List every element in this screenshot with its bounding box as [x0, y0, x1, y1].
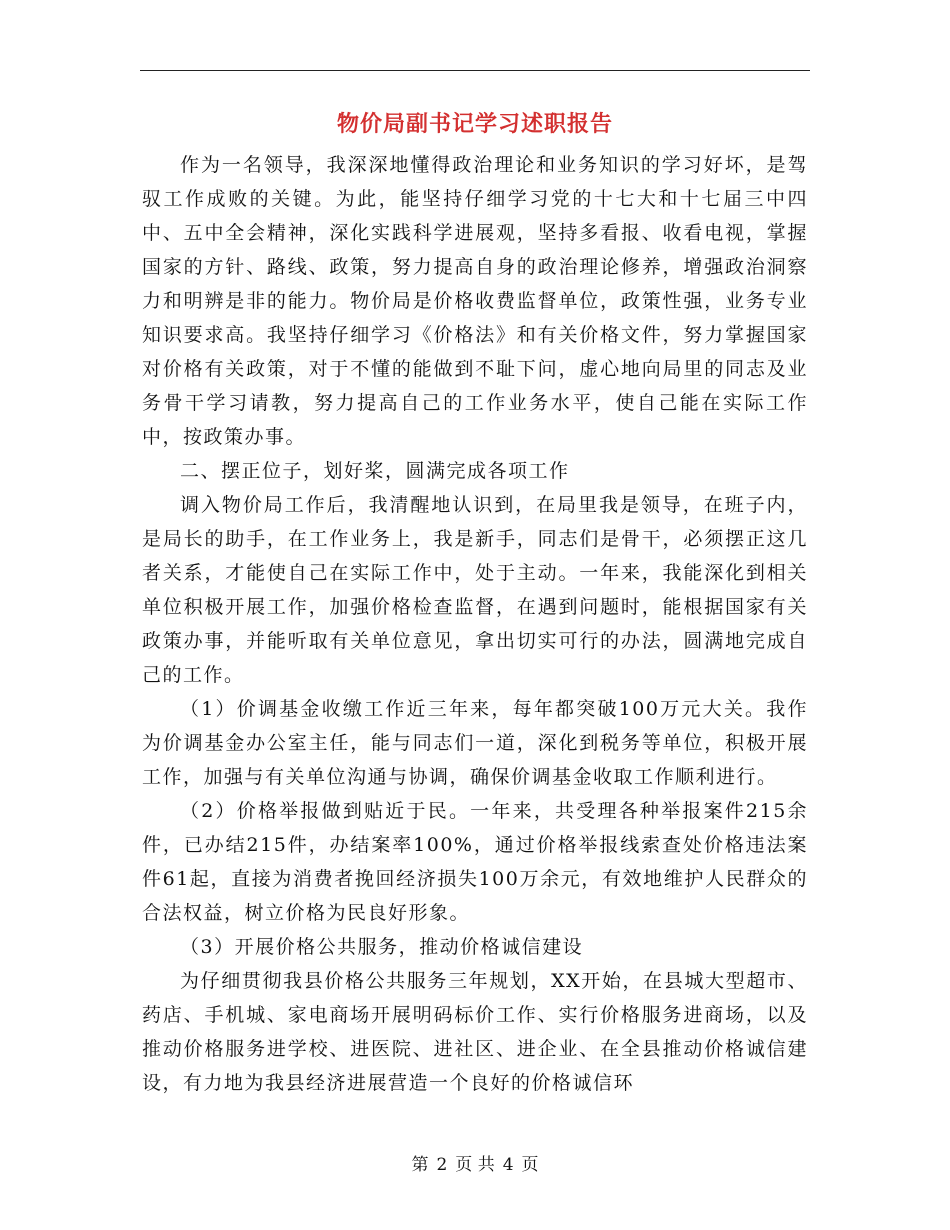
- document-body: [142, 148, 808, 1100]
- page-footer: [0, 1150, 950, 1175]
- section-heading: 二、摆正位子，划好桨，圆满完成各项工作: [180, 460, 570, 482]
- header-rule: [140, 70, 810, 71]
- footer-page-number: 2: [436, 1155, 448, 1175]
- footer-total-pages: 4: [502, 1155, 514, 1175]
- paragraph: 作为一名领导，我深深地懂得政治理论和业务知识的学习好坏，是驾驭工作成败的关键。为此，能坚持仔细学习党的十七大和十七届三中四中、五中全会精神，深化实践科学进展观，坚持多看报、收看电视，掌握国家的方针、路线、政策，努力提高自身的政治理论修养，增强政治洞察力和明辨是非的能力。物价局是价格收费监督单位，政策性强，业务专业知识要求高。我坚持仔细学习《价格法》和有关价格文件，努力掌握国家对价格有关政策，对于不懂的能做到不耻下问，虚心地向局里的同志及业务骨干学习请教，努力提高自己的工作业务水平，使自己能在实际工作中，按政策办事。: [142, 154, 808, 448]
- footer-suffix: 页: [521, 1155, 539, 1175]
- footer-middle: 页 共: [455, 1155, 495, 1175]
- subsection-heading: （3）开展价格公共服务，推动价格诚信建设: [180, 936, 584, 958]
- document-title: 物价局副书记学习述职报告: [336, 111, 613, 137]
- paragraph: （1）价调基金收缴工作近三年来，每年都突破100万元大关。我作为价调基金办公室主任，能与同志们一道，深化到税务等单位，积极开展工作，加强与有关单位沟通与协调，确保价调基金收取工作顺利进行。: [142, 698, 808, 788]
- paragraph: 为仔细贯彻我县价格公共服务三年规划，XX开始，在县城大型超市、药店、手机城、家电商场开展明码标价工作、实行价格服务进商场，以及推动价格服务进学校、进医院、进社区、进企业、在全县推动价格诚信建设，有力地为我县经济进展营造一个良好的价格诚信环: [142, 970, 808, 1094]
- footer-prefix: 第: [411, 1155, 429, 1175]
- paragraph: 调入物价局工作后，我清醒地认识到，在局里我是领导，在班子内，是局长的助手，在工作业务上，我是新手，同志们是骨干，必须摆正这几者关系，才能使自己在实际工作中，处于主动。一年来，我能深化到相关单位积极开展工作，加强价格检查监督，在遇到问题时，能根据国家有关政策办事，并能听取有关单位意见，拿出切实可行的办法，圆满地完成自己的工作。: [142, 494, 808, 686]
- paragraph: （2）价格举报做到贴近于民。一年来，共受理各种举报案件215余件，已办结215件，办结案率100%，通过价格举报线索查处价格违法案件61起，直接为消费者挽回经济损失100万余元，有效地维护人民群众的合法权益，树立价格为民良好形象。: [142, 800, 808, 924]
